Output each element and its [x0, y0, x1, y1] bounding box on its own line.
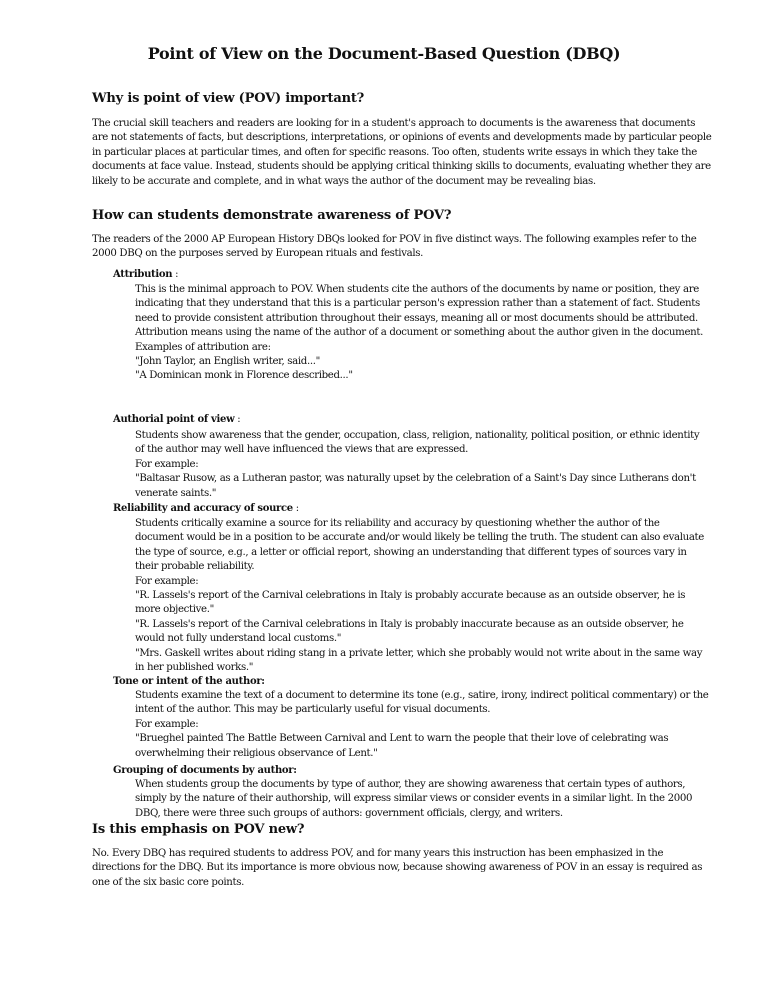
paragraph-how-intro: The readers of the 2000 AP European History DBQs looked for POV in five distinct ways. The following examples refer to the 2000 DBQ on the purposes served by European rituals and festivals.	[92, 234, 697, 260]
item-line: For example:	[135, 575, 199, 587]
item-label: Reliability and accuracy of source	[113, 503, 293, 514]
item-line: "Baltasar Rusow, as a Lutheran pastor, was naturally upset by the celebration of a Saint's Day since Lutherans don't venerate saints."	[135, 473, 696, 499]
item-label-suffix: :	[234, 414, 241, 425]
item-label: Attribution	[113, 269, 173, 280]
paragraph-why-pov-important: The crucial skill teachers and readers are looking for in a student's approach to documents is the awareness that documents are not statements of facts, but descriptions, interpretations, or opinions of events and developments made by particular people in particular places at particular times, and often for specific reasons. Too often, students write essays in which they take the documents at face value. Instead, students should be applying critical thinking skills to documents, evaluating whether they are likely to be accurate and complete, and in what ways the author of the document may be revealing bias.	[92, 118, 712, 187]
item-body-reliability	[135, 517, 710, 675]
item-line: "R. Lassels's report of the Carnival celebrations in Italy is probably inaccurate because as an outside observer, he would not fully understand local customs."	[135, 618, 684, 645]
item-line: "Mrs. Gaskell writes about riding stang in a private letter, which she probably would not write about in the same way in her published works."	[135, 647, 703, 674]
item-label: Tone or intent of the author:	[113, 676, 265, 687]
item-label-suffix: :	[172, 269, 179, 280]
item-body-text: This is the minimal approach to POV. When students cite the authors of the documents by name or position, they are indicating that they understand that this is a particular person's expression rather than a statement of fact. Students need to provide consistent attribution throughout their essays, meaning all or most documents should be attributed. Attribution means using the name of the author of a document or something about the author given in the document.	[135, 284, 703, 339]
heading-how-demonstrate-pov: How can students demonstrate awareness of POV?	[92, 208, 452, 223]
paragraph-pov-emphasis-new: No. Every DBQ has required students to address POV, and for many years this instruction has been emphasized in the directions for the DBQ. But its importance is more obvious now, because showing awareness of POV in an essay is required as one of the six basic core points.	[92, 848, 703, 888]
item-heading-reliability	[113, 502, 299, 516]
item-body-tone-intent	[135, 689, 710, 761]
item-line: For example:	[135, 718, 199, 730]
item-line: "Brueghel painted The Battle Between Carnival and Lent to warn the people that their love of celebrating was overwhelming their religious observance of Lent."	[135, 733, 669, 759]
heading-pov-emphasis-new: Is this emphasis on POV new?	[92, 822, 305, 837]
item-body-grouping	[135, 778, 710, 821]
item-body-text: Students examine the text of a document to determine its tone (e.g., satire, irony, indirect political commentary) or the intent of the author. This may be particularly useful for visual documents.	[135, 690, 709, 716]
item-label: Grouping of documents by author:	[113, 765, 297, 776]
item-line: For example:	[135, 458, 199, 470]
item-label-suffix: :	[292, 503, 299, 514]
item-heading-authorial-pov	[113, 413, 240, 427]
item-line: "A Dominican monk in Florence described..."	[135, 370, 353, 382]
item-line: "R. Lassels's report of the Carnival celebrations in Italy is probably accurate because as an outside observer, he is more objective."	[135, 590, 686, 616]
item-line: Examples of attribution are:	[135, 341, 271, 353]
item-heading-attribution	[113, 268, 178, 282]
item-body-authorial-pov	[135, 429, 710, 501]
item-body-text: When students group the documents by type of author, they are showing awareness that certain types of authors, simply by the nature of their authorship, will express similar views or consider events in a similar light. In the 2000 DBQ, there were three such groups of authors: government officials, clergy, and writers.	[135, 779, 693, 819]
document-title: Point of View on the Document-Based Question (DBQ)	[147, 44, 621, 63]
item-body-text: Students critically examine a source for its reliability and accuracy by questioning whether the author of the document would be in a position to be accurate and/or would likely be telling the truth. The student can also evaluate the type of source, e.g., a letter or official report, showing an understanding that different types of sources vary in their probable reliability.	[135, 518, 704, 573]
item-body-text: Students show awareness that the gender, occupation, class, religion, nationality, political position, or ethnic identity of the author may well have influenced the views that are expressed.	[135, 430, 700, 456]
item-heading-tone-intent	[113, 675, 265, 689]
item-line: "John Taylor, an English writer, said..."	[135, 356, 320, 368]
heading-why-pov-important: Why is point of view (POV) important?	[92, 91, 365, 106]
item-label: Authorial point of view	[113, 414, 235, 425]
item-heading-grouping	[113, 764, 297, 778]
item-body-attribution	[135, 283, 710, 384]
